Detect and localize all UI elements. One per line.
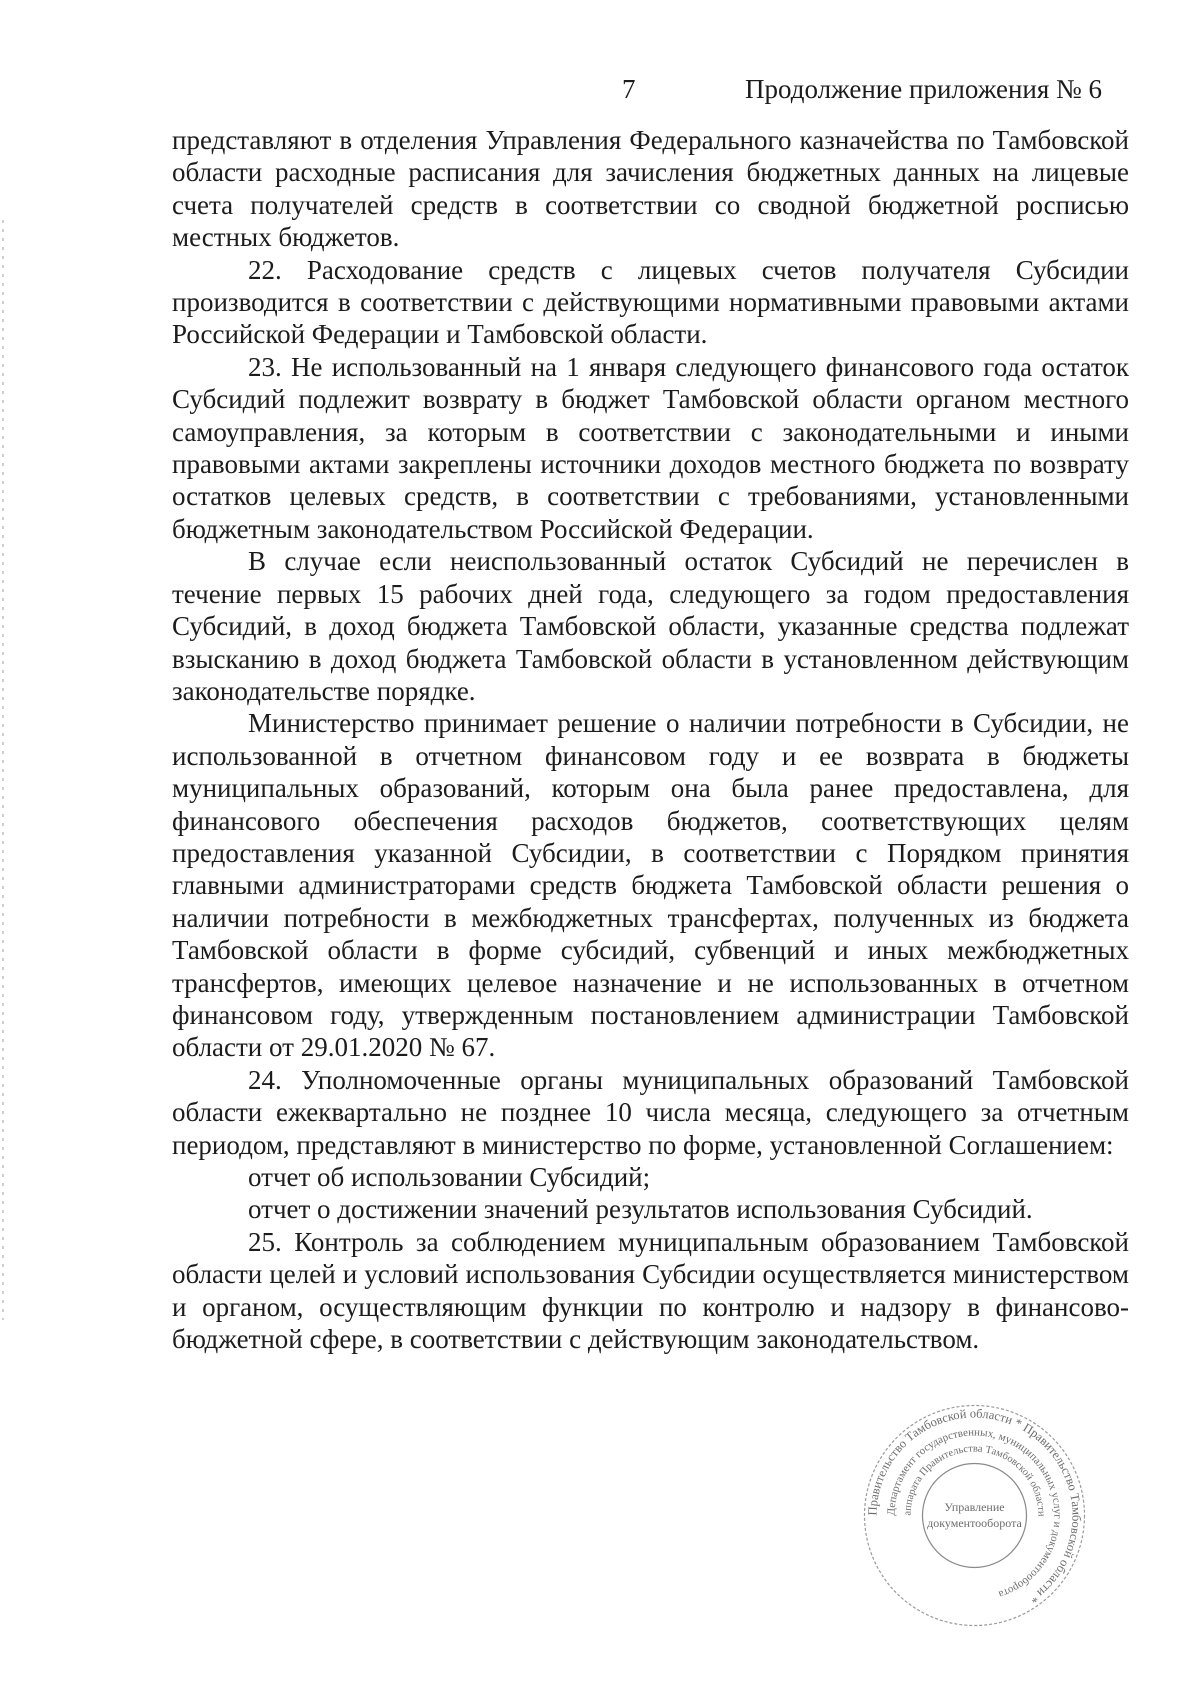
seal-center-line-2: документооборота: [927, 1516, 1022, 1530]
seal-graphic: [862, 1403, 1087, 1628]
seal-center-line-1: Управление: [944, 1500, 1005, 1514]
paragraph-clause-23: 23. Не использованный на 1 января следующего финансового года остаток Субсидий подлежит возврату в бюджет Тамбовской области органом местного самоуправления, за которым в соответствии с законодательными и иными правовыми актами закреплены источники доходов местного бюджета по возврату остатков целевых средств, в соответствии с требованиями, установленными бюджетным законодательством Российской Федерации.: [172, 351, 1129, 544]
seal-inner-text: аппарата Правительства Тамбовской области: [902, 1443, 1047, 1517]
seal-outer-text: Правительство Тамбовской области * Правительство Тамбовской области *: [865, 1406, 1084, 1607]
paragraph-clause-25: 25. Контроль за соблюдением муниципальным образованием Тамбовской области целей и условий использования Субсидии осуществляется министерством и органом, осуществляющим функции по контролю и надзору в финансово-бюджетной сфере, в соответствии с действующим законодательством.: [172, 1226, 1129, 1355]
paragraph: Министерство принимает решение о наличии потребности в Субсидии, не использованной в отчетном финансовом году и ее возврата в бюджеты муниципальных образований, которым она была ранее предоставлена, для финансового обеспечения расходов бюджетов, соответствующих целям предоставления указанной Субсидии, в соответствии с Порядком принятия главными администраторами средств бюджета Тамбовской области решения о наличии потребности в межбюджетных трансфертах, полученных из бюджета Тамбовской области в форме субсидий, субвенций и иных межбюджетных трансфертов, имеющих целевое назначение и не использованных в отчетном финансовом году, утвержденным постановлением администрации Тамбовской области от 29.01.2020 № 67.: [172, 708, 1129, 1063]
paragraph: В случае если неиспользованный остаток Субсидий не перечислен в течение первых 15 рабочих дней года, следующего за годом предоставления Субсидий, в доход бюджета Тамбовской области, указанные средства подлежат взысканию в доход бюджета Тамбовской области в установленном действующим законодательстве порядке.: [172, 546, 1129, 706]
scan-edge-artifact: [2, 220, 4, 1320]
official-seal-stamp: [862, 1403, 1087, 1628]
page-number: 7: [622, 74, 636, 104]
list-item-report: отчет о достижении значений результатов использования Субсидий.: [248, 1194, 1033, 1225]
appendix-continuation-header: Продолжение приложения № 6: [745, 74, 1103, 104]
paragraph-clause-24: 24. Уполномоченные органы муниципальных образований Тамбовской области ежеквартально не позднее 10 числа месяца, следующего за отчетным периодом, представляют в министерство по форме, установленной Соглашением:: [172, 1064, 1129, 1160]
seal-middle-text: Департамент государственных, муниципальных услуг и документооборота: [885, 1426, 1064, 1601]
list-item-report: отчет об использовании Субсидий;: [248, 1162, 651, 1192]
document-body: [172, 124, 1129, 1355]
paragraph-clause-22: 22. Расходование средств с лицевых счетов получателя Субсидии производится в соответствии с действующими нормативными правовыми актами Российской Федерации и Тамбовской области.: [172, 254, 1129, 350]
paragraph: представляют в отделения Управления Федерального казначейства по Тамбовской области расходные расписания для зачисления бюджетных данных на лицевые счета получателей средств в соответствии со сводной бюджетной росписью местных бюджетов.: [172, 125, 1129, 253]
